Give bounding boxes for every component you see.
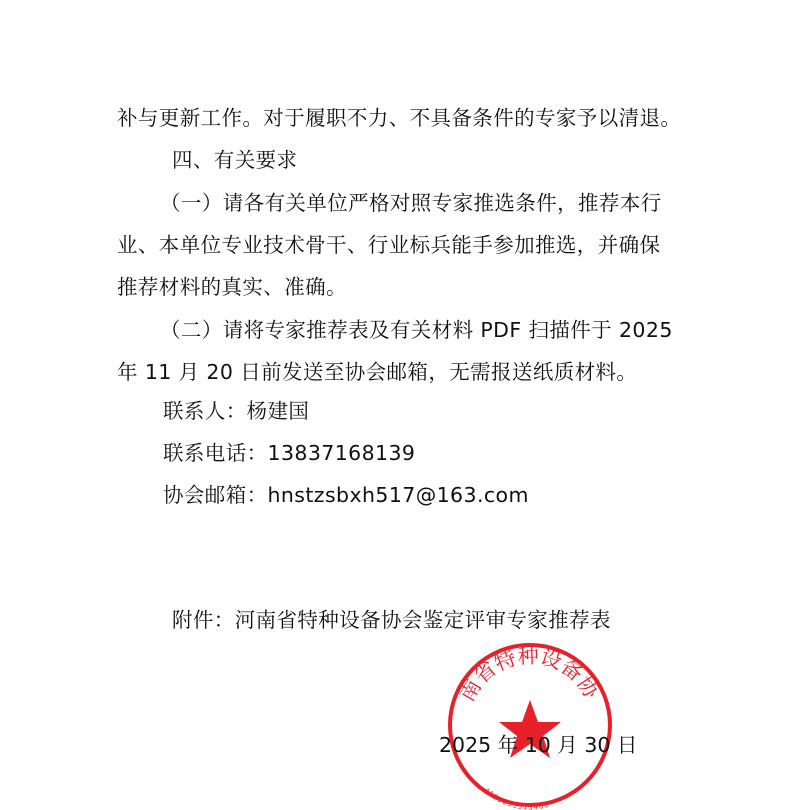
seal-code-text: 4101055313466	[482, 786, 551, 810]
paragraph-line: 业、本单位专业技术骨干、行业标兵能手参加推选，并确保	[117, 233, 661, 257]
paragraph-line: 推荐材料的真实、准确。	[117, 275, 347, 299]
contact-person: 联系人：杨建国	[163, 399, 310, 423]
document-date: 2025 年 10 月 30 日	[439, 733, 638, 757]
paragraph-line: （一）请各有关单位严格对照专家推选条件，推荐本行	[160, 191, 662, 215]
official-seal	[445, 640, 615, 810]
contact-phone: 联系电话：13837168139	[163, 441, 416, 465]
paragraph-line: （二）请将专家推荐表及有关材料 PDF 扫描件于 2025	[160, 318, 673, 342]
section-heading: 四、有关要求	[172, 148, 298, 172]
contact-email: 协会邮箱：hnstzsbxh517@163.com	[163, 483, 529, 507]
attachment-note: 附件：河南省特种设备协会鉴定评审专家推荐表	[172, 608, 611, 632]
paragraph-line: 年 11 月 20 日前发送至协会邮箱，无需报送纸质材料。	[117, 360, 638, 384]
paragraph-line: 补与更新工作。对于履职不力、不具备条件的专家予以清退。	[117, 106, 682, 130]
seal-name-text: 南省特种设备协	[454, 643, 604, 706]
